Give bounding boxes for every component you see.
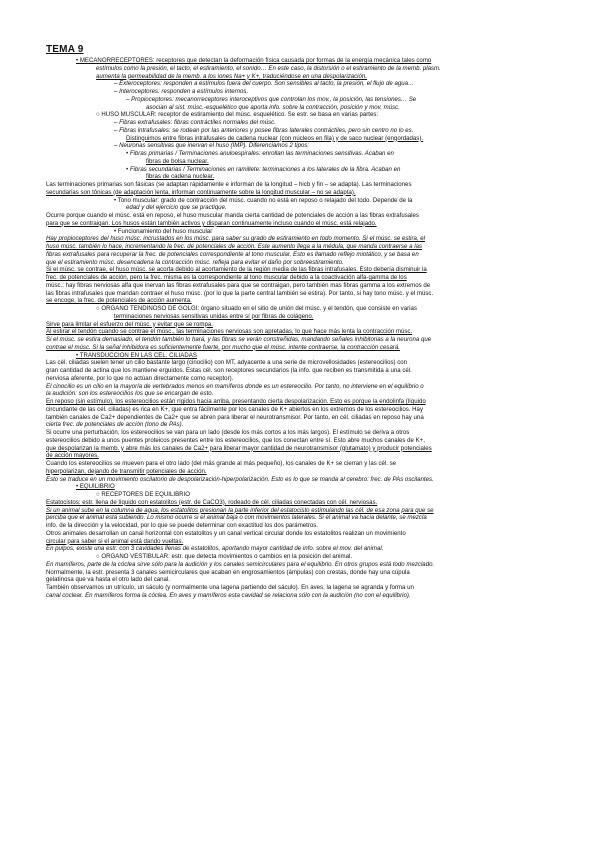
- text-line: terminaciones nerviosas sensitivas unidas entre sí por fibras de colágeno.: [114, 312, 314, 320]
- text-line: Estatocistos: estr. llena de líquido con estatolitos (estr. de CaCO3), rodeado de cél. ciliadas conectadas con cél. nerviosas.: [46, 498, 378, 506]
- text-line: Distinguimos entre fibras intrafusales de cadena nuclear (con núcleos en fila) y de saco nuclear (engordadas).: [126, 134, 424, 142]
- text-line: estímulos como la presión, el tacto, el estiramiento, el sonido… En este caso, la distorsión o el estiramiento de la memb. plasm.: [96, 64, 441, 72]
- text-line: • MECANORRECEPTORES: receptores que detectan la deformación física causada por formas de la energía mecánica tales como: [76, 57, 432, 64]
- text-line: hiperpolarizan, dejando de transmitir potenciales de acción.: [46, 467, 207, 475]
- text-line: fibras de cadena nuclear.: [146, 173, 215, 181]
- text-line: músc.: hay fibras nerviosas alfa que inervan las fibras extrafusales para que se contraigan, pero también mas fibras gamma a los extremos de: [46, 281, 431, 289]
- text-line: circular para saber si el animal está dando vueltas.: [46, 537, 184, 545]
- text-line: canal coclear. En mamíferos forma la cóclea. En aves y mamíferos esta cavidad se relaciona sólo con la audición (no con el equilibrio).: [46, 591, 411, 599]
- text-line: – Fibras intrafusales: se rodean por las anteriores y posee fibras laterales contráctiles, pero sin centro no lo es.: [114, 126, 414, 134]
- text-line: Ocurre porque cuando el músc. está en reposo, el huso muscular manda cierta cantidad de potenciales de acción a las fibras extrafusales: [46, 212, 419, 219]
- text-line: Si el músc. se estira demasiado, el tendón también lo hará, y las fibras se verán constreñidas, mandando señales inhibitorias a la neurona que: [46, 336, 432, 343]
- text-line: ○ ÓRGANO VESTIBULAR: estr. que detecta movimientos o cambios en la posición del animal.: [96, 553, 353, 560]
- document-body: [46, 57, 554, 600]
- text-line: Las cél. ciliadas suelen tener un cilio bastante largo (cinocilio) con MT, adyacente a una serie de microvellosidades (estereocilios) con: [46, 359, 408, 367]
- text-line: – Neuronas sensitivas que inervan el huso (IMP). Diferenciamos 2 tipos:: [114, 142, 310, 150]
- text-line: Otros animales desarrollan un canal horizontal con estatolitos y un canal vertical circular donde los estatolitos realizan un movimiento: [46, 529, 406, 537]
- text-line: Hay propioceptores del huso músc. incrustados en los músc. para saber su grado de estiramiento en todo momento. Si el músc. se estira, el: [46, 235, 426, 243]
- text-line: que despolarizan la memb. y abre más los canales de Ca2+ para liberar mayor cantidad de neurotransmisor (glutamato) y producir potenciales: [46, 444, 432, 452]
- text-line: – Propioceptores: mecanorreceptores interoceptivos que controlan los mov., la posición, las tensiones… Se: [126, 95, 417, 103]
- text-line: – Fibras extrafusales: fibras contráctiles normales del músc.: [114, 119, 276, 126]
- text-line: fibras de bolsa nuclear.: [146, 157, 209, 165]
- text-line: contrae el músc. Si la señal inhibidora es suficientemente fuerte, por mucho que el músc. intente contraerse, la contracción cesará.: [46, 343, 400, 351]
- text-line: asocian al sist. músc.-esquelético que aporta info. sobre la contracción, posición y mov. músc.: [146, 103, 400, 111]
- text-line: En reposo (sin estímulo), los estereocilios están rígidos hacia arriba, presentando cierta despolarización. Esto es porque la endolinfa (líquido: [46, 398, 426, 405]
- text-line: Esto se traduce en un movimiento oscilatorio de despolarización-hiperpolarización. Esto es lo que se manda al cerebro: frec. de PAs oscilantes.: [46, 475, 434, 483]
- text-line: – Interoceptores: responden a estímulos internos.: [114, 88, 249, 95]
- text-line: Sirve para limitar el esfuerzo del músc. y evitar que se rompa.: [46, 320, 213, 328]
- text-line: En mamíferos, parte de la cóclea sirve sólo para la audición y los canales semicirculares para el equilibrio. En otros grupos está todo mezclado.: [46, 560, 435, 568]
- text-line: gran cantidad de actina que los mantiene erguidos. Estas cél. son receptores secundarios (la info. que reciben es transmitida a una cél.: [46, 367, 412, 374]
- text-line: se encoge, la frec. de potenciales de acción aumenta.: [46, 297, 192, 305]
- text-line: ○ RECEPTORES DE EQUILIBRIO: [96, 491, 190, 498]
- text-line: huso músc. también lo hace, incrementando la frec. de potenciales de acción. Este aumento llega a la médula, que manda contraerse a las: [46, 243, 423, 250]
- text-line: aumenta la permeabilidad de la memb. a los iones Na+ y K+, traduciéndose en una despolarización.: [96, 72, 367, 80]
- text-line: también canales de Ca2+ dependientes de Ca2+ que se abren para liberar el neurotransmisor. Por tanto, en cél. ciliadas en reposo hay una: [46, 413, 424, 421]
- page-title: TEMA 9: [46, 44, 84, 55]
- text-line: perciba que el animal está subiendo. Lo mismo ocurre si el animal baja o con movimientos laterales. Si el animal va hacia delante, se mezcla: [46, 514, 427, 522]
- text-line: gelatinosa que va hasta el otro lado del canal.: [46, 576, 170, 584]
- text-line: nerviosa aferente, por lo que no actúan directamente como receptor).: [46, 374, 234, 382]
- text-line: • Tono muscular: grado de contracción del músc. cuando no está en reposo o relajado del todo. Depende de la: [114, 196, 413, 204]
- text-line: la audición: son los estereocilios los que se encargan de esto.: [46, 390, 214, 398]
- text-line: cierta frec. de potenciales de acción (tono de PAs).: [46, 421, 184, 429]
- text-line: frec. de potenciales de acción, pero la frec. misma es la correspondiente al tono muscular debido a la coactivación alfa-gamma de los: [46, 274, 407, 281]
- text-line: • Fibras secundarias / Terminaciones en ramillete: terminaciones a los laterales de la fibra. Acaban en: [126, 165, 401, 173]
- text-line: ○ ÓRGANO TENDINOSO DE GOLGI: órgano situado en el sitio de unión del músc. y el tendón, que consiste en varias: [96, 305, 417, 312]
- text-line: También observamos un utrículo, un sáculo (y normalmente una lagena partiendo del sáculo). En aves, la lagena se agranda y forma un: [46, 584, 414, 591]
- text-line: Cuando los estereocilios se mueven para el otro lado (del más grande al más pequeño), los canales de K+ se cierran y las cél. se: [46, 460, 397, 467]
- text-line: circundante de las cél. ciliadas) es rica en K+, que entra fácilmente por los canales de K+ abiertos en los extremos de los estereocilios. Hay: [46, 405, 423, 413]
- text-line: • EQUILIBRIO: [76, 483, 115, 491]
- text-line: – Exteroceptores: responden a estímulos fuera del cuerpo. Son sensibles al tacto, la presión, el flujo de agua…: [114, 80, 415, 88]
- text-line: En pulpos, existe una estr. con 3 cavidades llenas de estatolitos, aportando mayor cantidad de info. sobre el mov. del animal.: [46, 545, 384, 553]
- text-line: que el estiramiento músc. desencadena la contracción músc. refleja para evitar el daño por sobreestiramiento.: [46, 258, 344, 266]
- text-line: • Funcionamiento del huso muscular: [114, 227, 213, 235]
- text-line: las fibras intrafusales que mandan contraer el huso músc. (por lo que la parte central también se estira). Por tanto, si hay tono músc. y el músc.: [46, 289, 434, 297]
- text-line: Al estirar el tendón cuando se contrae el músc., las terminaciones nerviosas son apretadas, lo que hace más lenta la contracción músc.: [46, 328, 413, 336]
- text-line: • TRANSDUCCIÓN EN LAS CÉL. CILIADAS: [76, 351, 197, 359]
- text-line: Normalmente, la estr. presenta 3 canales semicirculares que acaban en engrosamientos (ámpulas) con crestas, donde hay una cúpula: [46, 568, 410, 576]
- text-line: de acción mayores.: [46, 452, 99, 460]
- text-line: para que se contraigan. Los husos están también activos y disparan continuamente incluso cuando el músc. está relajado.: [46, 219, 377, 227]
- text-line: Si el músc. se contrae, el huso músc. se acorta debido al acortamiento de la región media de las fibras intrafusales. Esto debería disminuir la: [46, 266, 427, 274]
- text-line: edad y del ejercicio que se practique.: [126, 204, 227, 212]
- text-line: secundarias son tónicas (de adaptación lenta, informan continuamente sobre la longitud muscular – no se adapta).: [46, 188, 356, 196]
- text-line: • Fibras primarias / Terminaciones anuloespirales: enrollan las terminaciones sensitivas. Acaban en: [126, 150, 394, 157]
- text-line: ○ HUSO MUSCULAR: receptor de estiramiento del músc. esquelético. Se estr. se basa en varias partes:: [96, 111, 379, 119]
- text-line: Las terminaciones primarias son fásicas (se adaptan rápidamente e informan de la longitud – hicb y fin – se adapta). Las terminaciones: [46, 181, 412, 188]
- text-line: Si ocurre una perturbación, los estereocilios se van para un lado (desde los más cortos a los más largos). El estímulo se deriva a otros: [46, 429, 410, 436]
- text-line: fibras extrafusales para recuperar la frec. de potenciales correspondiente al tono muscular. Esto es llamado reflejo miotático, y se basa en: [46, 250, 419, 258]
- text-line: estereocilios debido a unos puentes proteicos presentes entre los estereocilios, que los conectan entre sí. Esto abre muchos canales de K+,: [46, 436, 425, 444]
- text-line: El cinocilio es un cilio en la mayoría de vertebrados menos en mamíferos donde es un estereocilio. Por tanto, no interviene en el equilibrio o: [46, 382, 424, 390]
- text-line: info. de la dirección y la velocidad, por lo que se puede determinar con exactitud los dos parámetros.: [46, 522, 319, 529]
- text-line: Si un animal sube en la columna de agua, los estatolitos presionan la parte inferior del estatocisto estimulando las cél. de esa zona para que se: [46, 506, 434, 514]
